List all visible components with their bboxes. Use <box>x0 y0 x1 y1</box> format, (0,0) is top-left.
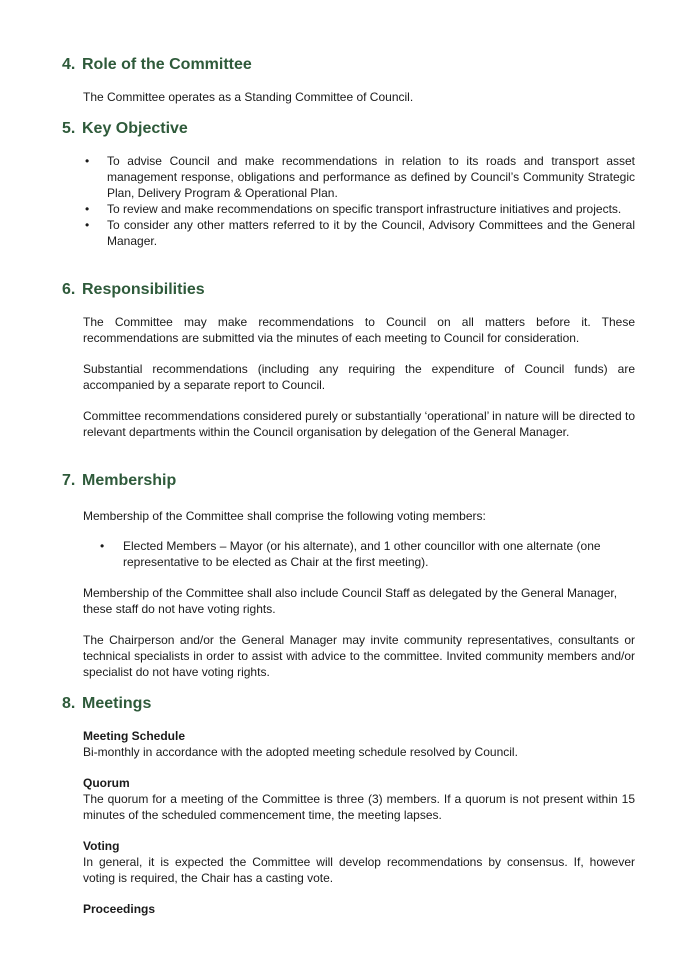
paragraph: In general, it is expected the Committee will develop recommendations by consensus. If, however voting is required, the Chair has a casting vote. <box>83 855 635 885</box>
subsection-title-meeting-schedule: Meeting Schedule <box>83 729 186 743</box>
section-title: Role of the Committee <box>82 56 252 73</box>
list-item-text: To consider any other matters referred to it by the Council, Advisory Committees and the General Manager. <box>107 218 635 248</box>
paragraph: Bi-monthly in accordance with the adopted meeting schedule resolved by Council. <box>83 745 518 759</box>
paragraph: Membership of the Committee shall comprise the following voting members: <box>83 509 486 523</box>
list-item-text: Elected Members – Mayor (or his alternate), and 1 other councillor with one alternate (one representative to be elected as Chair at the first meeting). <box>123 539 601 569</box>
list-item-text: To advise Council and make recommendations in relation to its roads and transport asset management response, obligations and performance as defined by Council’s Community Strategic Plan, Delivery Program & Operational Plan. <box>107 154 635 200</box>
subsection-title-quorum: Quorum <box>83 776 130 790</box>
subsection-title-voting: Voting <box>83 839 120 853</box>
paragraph: The Committee operates as a Standing Committee of Council. <box>83 90 414 104</box>
bullet-icon: • <box>85 218 90 232</box>
list-item <box>83 153 635 201</box>
list-item-text: To review and make recommendations on specific transport infrastructure initiatives and projects. <box>107 202 622 216</box>
paragraph: The Committee may make recommendations to Council on all matters before it. These recommendations are submitted via the minutes of each meeting to Council for consideration. <box>83 315 635 345</box>
paragraph: Substantial recommendations (including any requiring the expenditure of Council funds) are accompanied by a separate report to Council. <box>83 362 635 392</box>
section-heading-meetings <box>62 695 151 713</box>
section-number: 6. <box>62 281 76 298</box>
bullet-icon: • <box>85 154 90 168</box>
objective-list <box>83 153 635 249</box>
section-number: 4. <box>62 56 76 73</box>
paragraph: The Chairperson and/or the General Manager may invite community representatives, consultants or technical specialists in order to assist with advice to the committee. Invited community members and/or specialist do not have voting rights. <box>83 633 635 679</box>
section-number: 5. <box>62 120 76 137</box>
section-title: Membership <box>82 472 177 489</box>
list-item <box>83 201 635 217</box>
list-item <box>98 538 630 570</box>
paragraph: Membership of the Committee shall also include Council Staff as delegated by the General Manager, these staff do not have voting rights. <box>83 586 618 616</box>
bullet-icon: • <box>100 539 105 553</box>
paragraph: Committee recommendations considered purely or substantially ‘operational’ in nature will be directed to relevant departments within the Council organisation by delegation of the General Manager. <box>83 409 635 439</box>
section-number: 7. <box>62 472 76 489</box>
bullet-icon: • <box>85 202 90 216</box>
membership-list <box>98 538 630 570</box>
section-number: 8. <box>62 695 76 712</box>
section-title: Responsibilities <box>82 281 205 298</box>
section-title: Key Objective <box>82 120 188 137</box>
section-heading-key-objective <box>62 120 188 138</box>
section-heading-membership <box>62 472 176 490</box>
section-heading-responsibilities <box>62 281 205 299</box>
paragraph: The quorum for a meeting of the Committee is three (3) members. If a quorum is not present within 15 minutes of the scheduled commencement time, the meeting lapses. <box>83 792 635 822</box>
subsection-title-proceedings: Proceedings <box>83 902 156 916</box>
section-heading-role <box>62 56 252 74</box>
list-item <box>83 217 635 249</box>
section-title: Meetings <box>82 695 152 712</box>
